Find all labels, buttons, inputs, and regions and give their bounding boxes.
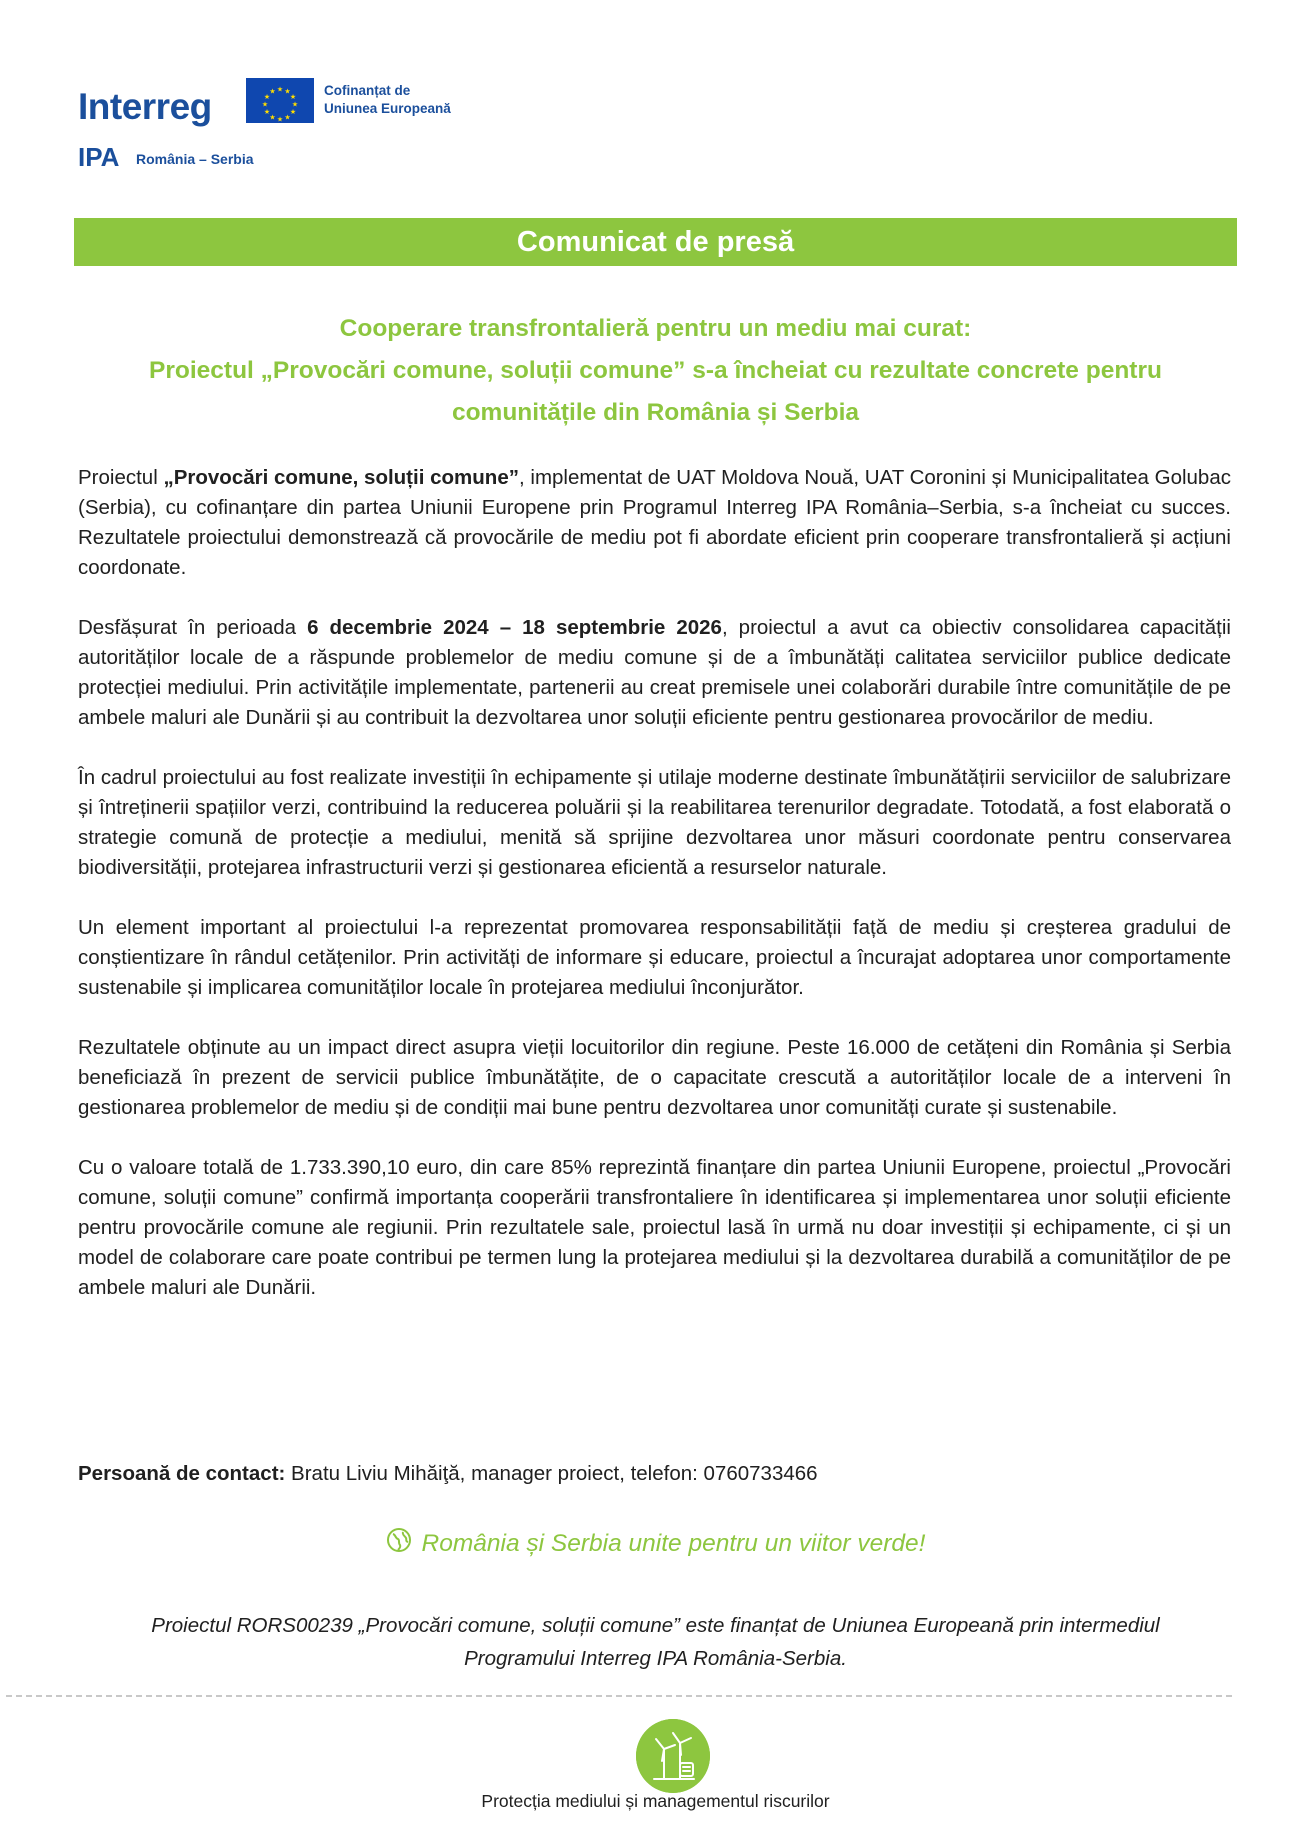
paragraph: Desfășurat în perioada 6 decembrie 2024 – 18 septembrie 2026, proiectul a avut ca obiectiv consolidarea capacității autorităților locale de a răspunde problemelor de mediu comune și de a îmbunătăți calitatea serviciilor publice dedicate protecției mediului. Prin activitățile implementate, partenerii au creat premisele unei colaborări durabile între comunitățile de pe ambele maluri ale Dunării și au contribuit la dezvoltarea unor soluții eficiente pentru gestionarea provocărilor de mediu. bbox=[78, 616, 1231, 729]
svg-text:★: ★ bbox=[276, 85, 284, 94]
svg-text:★: ★ bbox=[263, 93, 271, 101]
slogan bbox=[74, 1527, 1237, 1560]
eu-cofinancing-label: Cofinanțat de Uniunea Europeană bbox=[324, 83, 451, 116]
interreg-logo bbox=[78, 78, 498, 178]
project-period: 6 decembrie 2024 – 18 septembrie 2026 bbox=[307, 616, 722, 639]
svg-text:★: ★ bbox=[263, 108, 271, 116]
svg-text:★: ★ bbox=[289, 108, 297, 116]
paragraph: Cu o valoare totală de 1.733.390,10 euro, din care 85% reprezintă finanțare din partea Uniunii Europene, proiectul „Provocări comune, soluții comune” confirmă importanța cooperării transfrontaliere în identificarea și implementarea unor soluții eficiente pentru provocările comune ale regiunii. Prin rezultatele sale, proiectul lasă în urmă nu doar investiții și echipamente, ci și un model de colaborare care poate contribui pe termen lung la protejarea mediului și la dezvoltarea durabilă a comunităților de pe ambele maluri ale Dunării. bbox=[78, 1156, 1231, 1299]
contact-value: Bratu Liviu Mihăiţă, manager proiect, telefon: 0760733466 bbox=[285, 1462, 818, 1485]
ipa-wordmark: IPA bbox=[78, 142, 120, 172]
headline-line: comunitățile din România și Serbia bbox=[451, 399, 860, 426]
svg-text:★: ★ bbox=[276, 115, 284, 123]
svg-text:★: ★ bbox=[284, 87, 291, 96]
paragraph: Un element important al proiectului l-a reprezentat promovarea responsabilității față de mediu și creșterea gradului de conștientizare în rândul cetățenilor. Prin activități de informare și educare, proiectul a încurajat adoptarea unor comportamente sustenabile și implicarea comunităților locale în protejarea mediului înconjurător. bbox=[78, 916, 1231, 999]
svg-text:★: ★ bbox=[289, 93, 297, 101]
program-region: România – Serbia bbox=[136, 151, 254, 167]
paragraph: Proiectul „Provocări comune, soluții comune”, implementat de UAT Moldova Nouă, UAT Coronini și Municipalitatea Golubac (Serbia), cu cofinanțare din partea Uniunii Europene prin Programul Interreg IPA România–Serbia, s-a încheiat cu succes. Rezultatele proiectului demonstrează că provocările de mediu pot fi abordate eficient prin cooperare transfrontalieră și acțiuni coordonate. bbox=[78, 466, 1231, 579]
headline bbox=[74, 308, 1237, 434]
svg-text:★: ★ bbox=[284, 113, 291, 122]
contact-person bbox=[78, 1459, 818, 1489]
headline-line: Proiectul „Provocări comune, soluții comune” s-a încheiat cu rezultate concrete pentru bbox=[149, 357, 1162, 384]
svg-text:★: ★ bbox=[261, 100, 269, 109]
project-name: „Provocări comune, soluții comune” bbox=[163, 466, 519, 489]
wind-turbine-icon bbox=[636, 1719, 710, 1793]
headline-line: Cooperare transfrontalieră pentru un mediu mai curat: bbox=[339, 315, 972, 342]
eu-flag-icon bbox=[246, 78, 314, 123]
interreg-wordmark: Interreg bbox=[78, 86, 212, 127]
paragraph: În cadrul proiectului au fost realizate investiții în echipamente și utilaje moderne destinate îmbunătățirii serviciilor de salubrizare și întreținerii spațiilor verzi, contribuind la reducerea poluării și la reabilitarea terenurilor degradate. Totodată, a fost elaborată o strategie comună de protecție a mediului, menită să sprijine dezvoltarea unor măsuri coordonate pentru conservarea biodiversității, protejarea infrastructurii verzi și gestionarea eficientă a resurselor naturale. bbox=[78, 766, 1231, 879]
footer-divider bbox=[6, 1695, 1232, 1697]
svg-text:★: ★ bbox=[269, 87, 276, 96]
paragraph: Rezultatele obținute au un impact direct asupra vieții locuitorilor din regiune. Peste 16.000 de cetățeni din România și Serbia beneficiază în prezent de servicii publice îmbunătățite, de o capacitate crescută a autorităților locale de a interveni în gestionarea problemelor de mediu și de condiții mai bune pentru dezvoltarea unor comunități curate și sustenabile. bbox=[78, 1036, 1231, 1119]
svg-text:★: ★ bbox=[269, 113, 276, 122]
press-release-body bbox=[78, 463, 1231, 1333]
theme-label: Protecția mediului și managementul riscurilor bbox=[481, 1791, 830, 1811]
globe-icon bbox=[386, 1527, 412, 1560]
contact-label: Persoană de contact: bbox=[78, 1462, 286, 1485]
funding-footnote: Proiectul RORS00239 „Provocări comune, soluții comune” este finanțat de Uniunea Europeană prin intermediul Programului Interreg IPA România-Serbia. bbox=[151, 1614, 1160, 1670]
press-release-banner: Comunicat de presă bbox=[74, 218, 1237, 266]
slogan-text: România și Serbia unite pentru un viitor verde! bbox=[421, 1529, 926, 1557]
svg-text:★: ★ bbox=[291, 100, 299, 109]
